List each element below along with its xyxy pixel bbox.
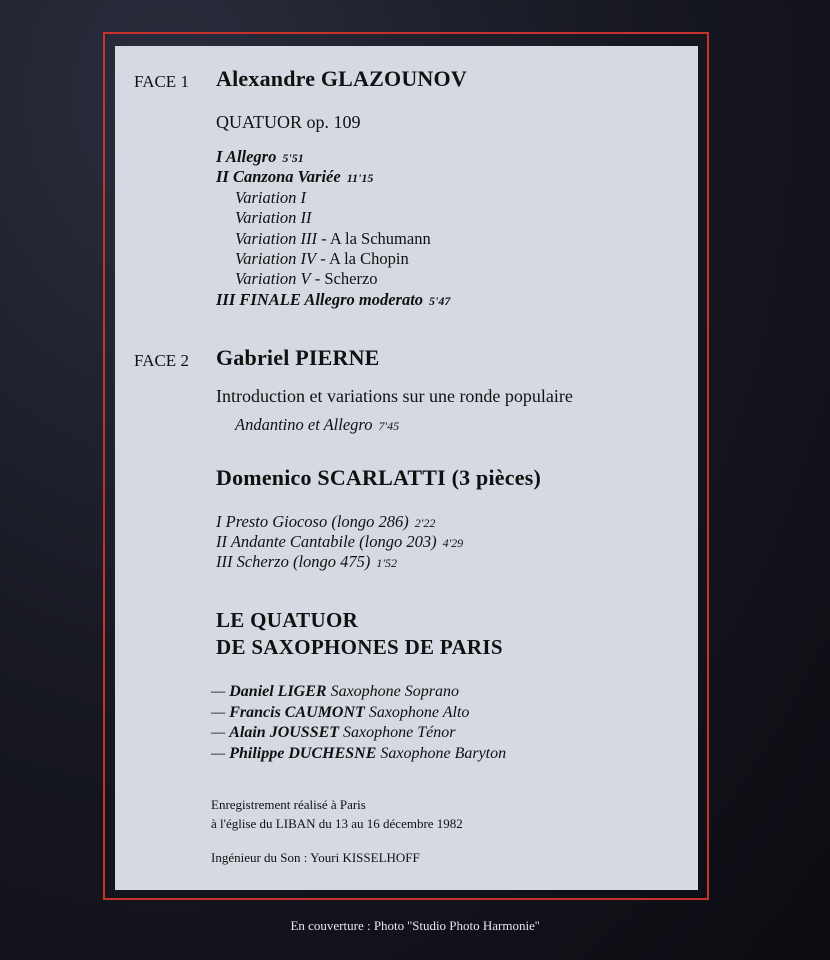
- variation-4: Variation IV - A la Chopin: [235, 249, 409, 268]
- sound-engineer: Ingénieur du Son : Youri KISSELHOFF: [211, 850, 420, 865]
- ensemble-line-1: LE QUATUOR: [216, 608, 359, 632]
- member-1: — Daniel LIGER Saxophone Soprano: [211, 683, 460, 700]
- ensemble-line-2: DE SAXOPHONES DE PARIS: [216, 635, 503, 659]
- liner-notes-panel: [115, 46, 698, 890]
- member-3: — Alain JOUSSET Saxophone Ténor: [211, 724, 456, 741]
- variation-3: Variation III - A la Schumann: [235, 229, 431, 248]
- movement-2: II Canzona Variée 11'15: [216, 167, 374, 186]
- tempo-marking: Andantino et Allegro 7'45: [235, 415, 400, 434]
- scarlatti-composer: Domenico SCARLATTI (3 pièces): [216, 465, 541, 490]
- face2-work: Introduction et variations sur une ronde populaire: [216, 386, 573, 406]
- face1-work: QUATUOR op. 109: [216, 112, 361, 132]
- scarlatti-piece-1: I Presto Giocoso (longo 286) 2'22: [216, 512, 436, 531]
- recording-location: Enregistrement réalisé à Paris: [211, 797, 366, 812]
- member-2: — Francis CAUMONT Saxophone Alto: [211, 704, 470, 721]
- movement-finale: III FINALE Allegro moderato 5'47: [216, 290, 451, 309]
- member-4: — Philippe DUCHESNE Saxophone Baryton: [211, 745, 507, 762]
- face1-label: FACE 1: [134, 72, 189, 91]
- face2-composer: Gabriel PIERNE: [216, 345, 380, 370]
- face1-composer: Alexandre GLAZOUNOV: [216, 66, 467, 91]
- face2-label: FACE 2: [134, 351, 189, 370]
- variation-5: Variation V - Scherzo: [235, 269, 378, 288]
- variation-2: Variation II: [235, 208, 312, 227]
- recording-dates: à l'église du LIBAN du 13 au 16 décembre 1982: [211, 816, 463, 831]
- movement-1: I Allegro 5'51: [216, 147, 304, 166]
- scarlatti-piece-3: III Scherzo (longo 475) 1'52: [216, 552, 397, 571]
- variation-1: Variation I: [235, 188, 307, 207]
- scarlatti-piece-2: II Andante Cantabile (longo 203) 4'29: [216, 532, 464, 551]
- cover-photo-credit: En couverture : Photo ''Studio Photo Harmonie'': [290, 918, 540, 933]
